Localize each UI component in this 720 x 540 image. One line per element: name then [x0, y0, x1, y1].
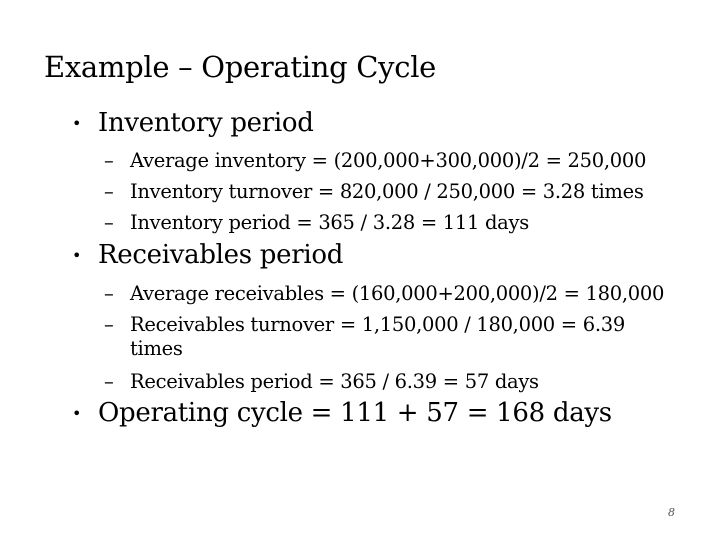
dash-icon: – [104, 370, 114, 393]
dash-icon: – [104, 149, 114, 172]
sub-item-inventory-turnover [104, 180, 644, 204]
bullet-inventory-period [72, 108, 314, 138]
sub-item-average-receivables [104, 282, 664, 306]
page-number: 8 [668, 506, 675, 519]
sub-item-text: Average receivables = (160,000+200,000)/2 = 180,000 [130, 282, 665, 305]
dash-icon: – [104, 313, 114, 336]
bullet-receivables-period [72, 240, 343, 270]
sub-item-inventory-period [104, 211, 529, 235]
bullet-icon: • [72, 114, 82, 133]
sub-item-receivables-period [104, 370, 539, 394]
dash-icon: – [104, 211, 114, 234]
sub-item-text: Inventory turnover = 820,000 / 250,000 = 3.28 times [130, 180, 644, 203]
bullet-icon: • [72, 246, 82, 265]
sub-item-text: Receivables period = 365 / 6.39 = 57 days [130, 370, 539, 393]
slide-title: Example – Operating Cycle [44, 50, 437, 84]
sub-item-text: Inventory period = 365 / 3.28 = 111 days [130, 211, 529, 234]
dash-icon: – [104, 282, 114, 305]
bullet-text: Inventory period [98, 108, 314, 138]
sub-item-receivables-turnover [104, 313, 660, 361]
bullet-operating-cycle [72, 398, 612, 428]
sub-item-text: Receivables turnover = 1,150,000 / 180,000 = 6.39 times [130, 313, 625, 360]
dash-icon: – [104, 180, 114, 203]
sub-item-text: Average inventory = (200,000+300,000)/2 = 250,000 [130, 149, 647, 172]
bullet-text: Operating cycle = 111 + 57 = 168 days [98, 398, 612, 428]
bullet-icon: • [72, 404, 82, 423]
sub-item-average-inventory [104, 149, 646, 173]
bullet-text: Receivables period [98, 240, 344, 270]
